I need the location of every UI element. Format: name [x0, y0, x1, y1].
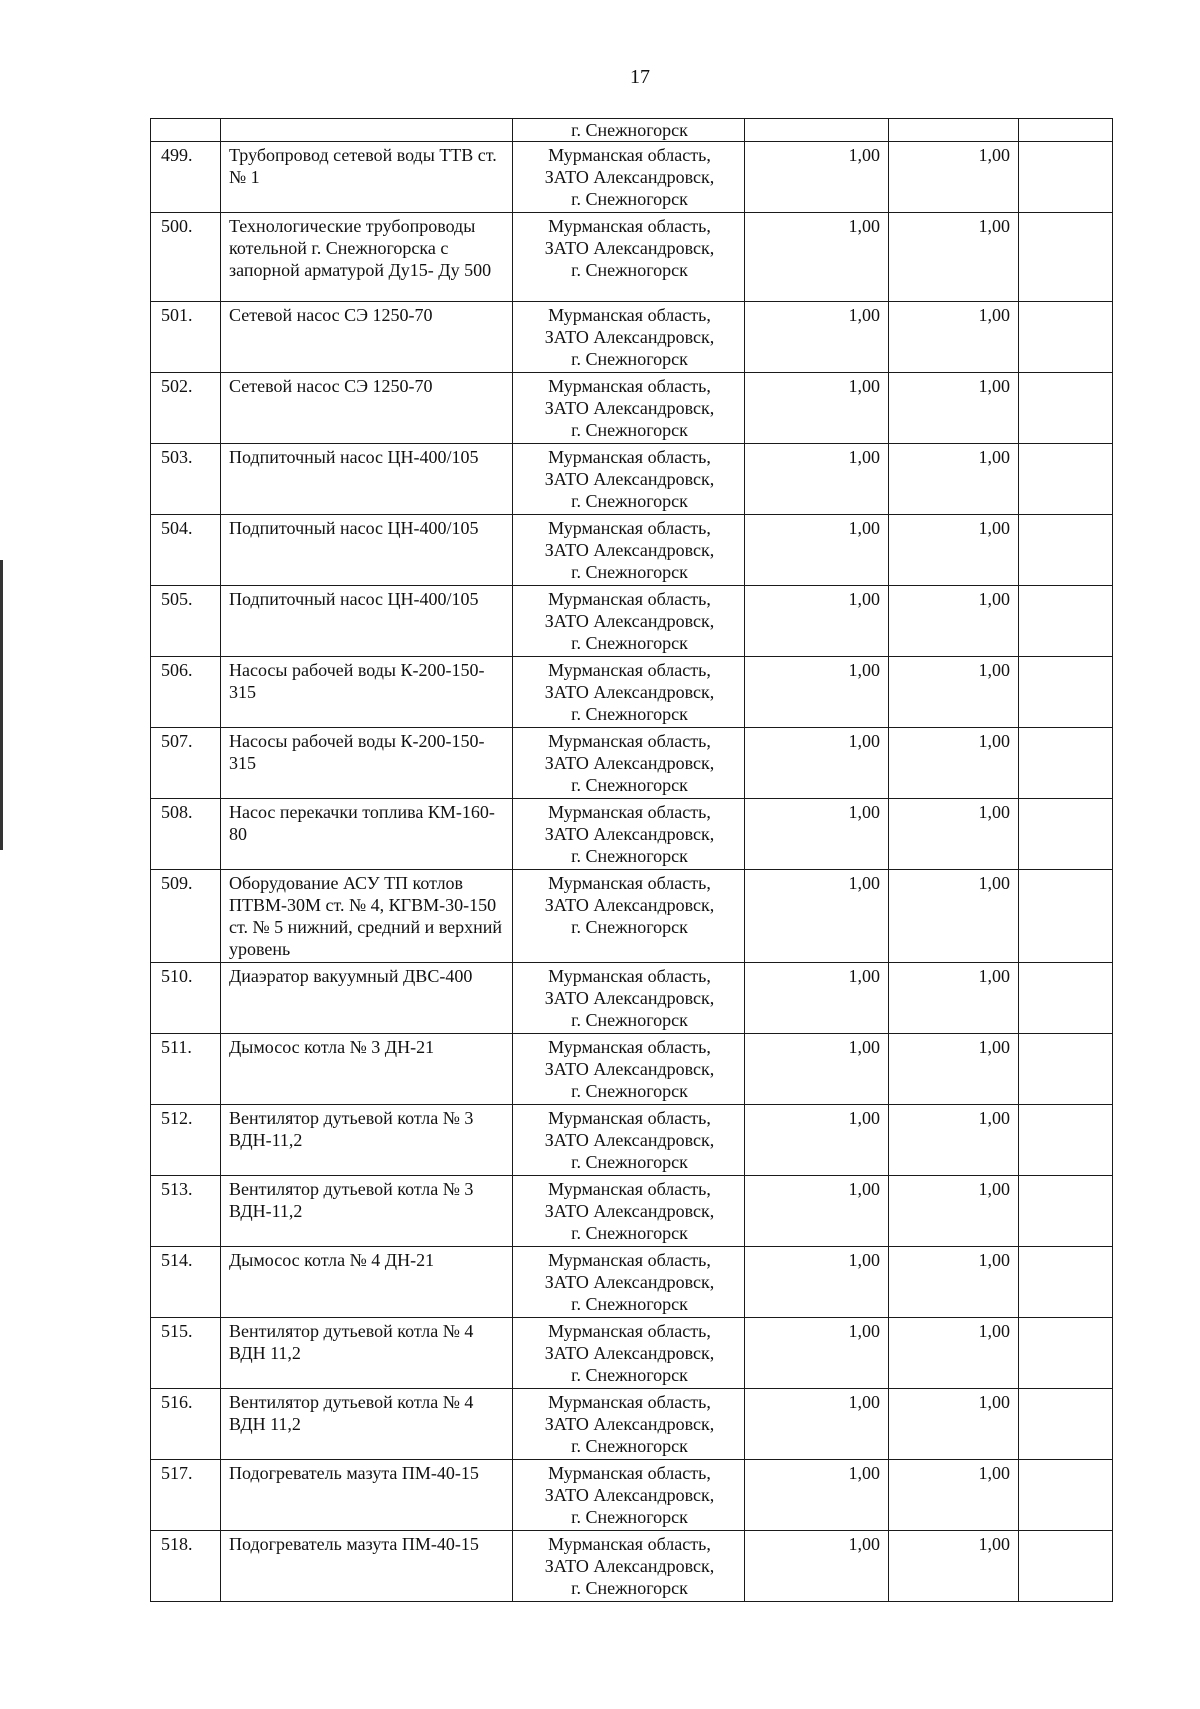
property-table: [150, 118, 1113, 1602]
address-line-1: Мурманская область,: [548, 660, 711, 680]
address-line-2: ЗАТО Александровск,: [544, 1556, 715, 1576]
value1: 1,00: [848, 216, 880, 236]
address-cell: [513, 1176, 745, 1247]
address-cell: [513, 373, 745, 444]
row-number-cell: [151, 1034, 221, 1105]
address-line-2: ЗАТО Александровск,: [544, 753, 715, 773]
address-cell: [513, 1460, 745, 1531]
object-name: Технологические трубопроводы котельной г. Снежногорска с запорной арматурой Ду15- Ду 500: [229, 216, 492, 280]
table-row: [151, 1176, 1113, 1247]
address-line-2: ЗАТО Александровск,: [544, 398, 715, 418]
address-line-3: г. Снежногорск: [571, 1507, 688, 1527]
address-cell: [513, 1318, 745, 1389]
value1: 1,00: [848, 305, 880, 325]
address-line-2: ЗАТО Александровск,: [544, 1485, 715, 1505]
object-name-cell: [221, 1318, 513, 1389]
value3-cell: [1019, 1247, 1113, 1318]
address-line-2: ЗАТО Александровск,: [544, 611, 715, 631]
address-line-1: Мурманская область,: [548, 966, 711, 986]
value2: 1,00: [978, 1321, 1010, 1341]
value2-cell: [889, 1247, 1019, 1318]
value1-cell: [745, 1318, 889, 1389]
object-name: Подогреватель мазута ПМ-40-15: [229, 1534, 479, 1554]
value2: 1,00: [978, 1392, 1010, 1412]
row-number: 512.: [161, 1108, 193, 1128]
row-number-cell: [151, 657, 221, 728]
value1-cell: [745, 302, 889, 373]
table-row: [151, 1389, 1113, 1460]
value2-cell: [889, 1176, 1019, 1247]
address-line-1: Мурманская область,: [548, 216, 711, 236]
table-row: [151, 1460, 1113, 1531]
object-name: Дымосос котла № 3 ДН-21: [229, 1037, 435, 1057]
value1-cell: [745, 373, 889, 444]
value1-cell: [745, 515, 889, 586]
address-line-1: Мурманская область,: [548, 1179, 711, 1199]
address-cell: [513, 1531, 745, 1602]
value1: 1,00: [848, 873, 880, 893]
row-number-cell: [151, 1247, 221, 1318]
value2-cell: [889, 1034, 1019, 1105]
address-line-1: Мурманская область,: [548, 802, 711, 822]
value2-cell: [889, 213, 1019, 302]
value2: 1,00: [978, 145, 1010, 165]
value1: 1,00: [848, 1037, 880, 1057]
address-line-1: Мурманская область,: [548, 518, 711, 538]
value1-cell: [745, 444, 889, 515]
value1: 1,00: [848, 518, 880, 538]
object-name-cell: [221, 1460, 513, 1531]
object-name-cell: [221, 728, 513, 799]
object-name-cell: [221, 586, 513, 657]
object-name-cell: [221, 1176, 513, 1247]
row-number-cell: [151, 515, 221, 586]
address-line-1: Мурманская область,: [548, 1534, 711, 1554]
value2: 1,00: [978, 518, 1010, 538]
object-name-cell: [221, 799, 513, 870]
row-number-cell: [151, 142, 221, 213]
table-row: [151, 963, 1113, 1034]
value2: 1,00: [978, 216, 1010, 236]
value2: 1,00: [978, 376, 1010, 396]
address-line-3: г. Снежногорск: [571, 1436, 688, 1456]
address-line-1: Мурманская область,: [548, 1392, 711, 1412]
address-line-3: г. Снежногорск: [571, 349, 688, 369]
row-number: 504.: [161, 518, 193, 538]
object-name: Вентилятор дутьевой котла № 4 ВДН 11,2: [229, 1321, 474, 1363]
continuation-name-cell: [221, 119, 513, 142]
row-number: 502.: [161, 376, 193, 396]
value2-cell: [889, 657, 1019, 728]
value1-cell: [745, 1389, 889, 1460]
address-line-3: г. Снежногорск: [571, 917, 688, 937]
value2: 1,00: [978, 447, 1010, 467]
value1-cell: [745, 142, 889, 213]
address-cell: [513, 1247, 745, 1318]
address-line-3: г. Снежногорск: [571, 846, 688, 866]
value1: 1,00: [848, 1534, 880, 1554]
row-number: 509.: [161, 873, 193, 893]
value2-cell: [889, 1460, 1019, 1531]
address-line-1: Мурманская область,: [548, 1321, 711, 1341]
row-number-cell: [151, 586, 221, 657]
row-number: 514.: [161, 1250, 193, 1270]
object-name-cell: [221, 870, 513, 963]
row-number-cell: [151, 1531, 221, 1602]
address-line-2: ЗАТО Александровск,: [544, 327, 715, 347]
value3-cell: [1019, 1531, 1113, 1602]
object-name-cell: [221, 1034, 513, 1105]
value3-cell: [1019, 799, 1113, 870]
value1-cell: [745, 1034, 889, 1105]
object-name: Трубопровод сетевой воды ТТВ ст. № 1: [229, 145, 497, 187]
value1: 1,00: [848, 1179, 880, 1199]
table-row: [151, 373, 1113, 444]
value3-cell: [1019, 586, 1113, 657]
value1: 1,00: [848, 1250, 880, 1270]
row-number: 511.: [161, 1037, 192, 1057]
value2: 1,00: [978, 589, 1010, 609]
value3-cell: [1019, 1176, 1113, 1247]
address-line-2: ЗАТО Александровск,: [544, 1059, 715, 1079]
row-number: 507.: [161, 731, 193, 751]
value2-cell: [889, 515, 1019, 586]
value3-cell: [1019, 1389, 1113, 1460]
address-line-1: Мурманская область,: [548, 376, 711, 396]
value3-cell: [1019, 657, 1113, 728]
value3-cell: [1019, 515, 1113, 586]
address-line-3: г. Снежногорск: [571, 1010, 688, 1030]
table-row: [151, 728, 1113, 799]
address-cell: [513, 302, 745, 373]
address-line-1: Мурманская область,: [548, 1463, 711, 1483]
row-number-cell: [151, 963, 221, 1034]
value3-cell: [1019, 1105, 1113, 1176]
value1-cell: [745, 1247, 889, 1318]
address-line-1: Мурманская область,: [548, 447, 711, 467]
value1: 1,00: [848, 589, 880, 609]
address-line-1: Мурманская область,: [548, 1108, 711, 1128]
value1: 1,00: [848, 1321, 880, 1341]
address-cell: [513, 728, 745, 799]
value2: 1,00: [978, 802, 1010, 822]
row-number: 513.: [161, 1179, 193, 1199]
property-table-body: [151, 119, 1113, 1602]
row-number: 500.: [161, 216, 193, 236]
value1-cell: [745, 799, 889, 870]
row-number-cell: [151, 213, 221, 302]
address-line-3: г. Снежногорск: [571, 491, 688, 511]
row-number-cell: [151, 1460, 221, 1531]
table-row: [151, 799, 1113, 870]
address-cell: [513, 1389, 745, 1460]
value1-cell: [745, 870, 889, 963]
address-line-2: ЗАТО Александровск,: [544, 238, 715, 258]
value2: 1,00: [978, 1108, 1010, 1128]
value2-cell: [889, 142, 1019, 213]
object-name-cell: [221, 142, 513, 213]
value3-cell: [1019, 444, 1113, 515]
row-number: 510.: [161, 966, 193, 986]
row-number-cell: [151, 870, 221, 963]
value2: 1,00: [978, 305, 1010, 325]
row-number: 516.: [161, 1392, 193, 1412]
continuation-value3-cell: [1019, 119, 1113, 142]
address-cell: [513, 1034, 745, 1105]
value1: 1,00: [848, 660, 880, 680]
object-name: Вентилятор дутьевой котла № 3 ВДН-11,2: [229, 1108, 474, 1150]
value1: 1,00: [848, 731, 880, 751]
address-line-3: г. Снежногорск: [571, 704, 688, 724]
continuation-address-cell: г. Снежногорск: [513, 119, 745, 142]
object-name-cell: [221, 1531, 513, 1602]
row-number-cell: [151, 444, 221, 515]
address-line-3: г. Снежногорск: [571, 1223, 688, 1243]
object-name: Подогреватель мазута ПМ-40-15: [229, 1463, 479, 1483]
value1-cell: [745, 728, 889, 799]
table-row: [151, 444, 1113, 515]
value3-cell: [1019, 1318, 1113, 1389]
table-row: [151, 1531, 1113, 1602]
row-number-cell: [151, 799, 221, 870]
address-cell: [513, 657, 745, 728]
value1: 1,00: [848, 376, 880, 396]
value1-cell: [745, 1460, 889, 1531]
address-line-3: г. Снежногорск: [571, 633, 688, 653]
value3-cell: [1019, 1034, 1113, 1105]
row-number-cell: [151, 1176, 221, 1247]
object-name-cell: [221, 657, 513, 728]
value2: 1,00: [978, 1037, 1010, 1057]
address-cell: [513, 444, 745, 515]
address-cell: [513, 142, 745, 213]
row-number-cell: [151, 728, 221, 799]
object-name: Сетевой насос СЭ 1250-70: [229, 305, 433, 325]
address-cell: [513, 515, 745, 586]
address-line-2: ЗАТО Александровск,: [544, 824, 715, 844]
value2: 1,00: [978, 873, 1010, 893]
object-name: Насосы рабочей воды К-200-150-315: [229, 731, 485, 773]
address-line-1: Мурманская область,: [548, 731, 711, 751]
row-number: 518.: [161, 1534, 193, 1554]
address-line-3: г. Снежногорск: [571, 562, 688, 582]
object-name: Оборудование АСУ ТП котлов ПТВМ-30М ст. № 4, КГВМ-30-150 ст. № 5 нижний, средний и верхний уровень: [229, 873, 502, 959]
row-number: 501.: [161, 305, 193, 325]
row-number: 515.: [161, 1321, 193, 1341]
row-number: 499.: [161, 145, 193, 165]
object-name: Подпиточный насос ЦН-400/105: [229, 518, 479, 538]
table-row: [151, 1105, 1113, 1176]
value2: 1,00: [978, 731, 1010, 751]
row-number: 503.: [161, 447, 193, 467]
object-name: Подпиточный насос ЦН-400/105: [229, 589, 479, 609]
table-row: [151, 213, 1113, 302]
value2-cell: [889, 586, 1019, 657]
continuation-value1-cell: [745, 119, 889, 142]
object-name-cell: [221, 213, 513, 302]
address-line-3: г. Снежногорск: [571, 260, 688, 280]
value2-cell: [889, 870, 1019, 963]
value2: 1,00: [978, 1250, 1010, 1270]
address-line-3: г. Снежногорск: [571, 1365, 688, 1385]
value3-cell: [1019, 302, 1113, 373]
continuation-row: [151, 119, 1113, 142]
value2-cell: [889, 1318, 1019, 1389]
value2-cell: [889, 1389, 1019, 1460]
page-number: 17: [630, 66, 650, 88]
object-name-cell: [221, 963, 513, 1034]
value3-cell: [1019, 142, 1113, 213]
value2-cell: [889, 302, 1019, 373]
value2-cell: [889, 1105, 1019, 1176]
value2-cell: [889, 728, 1019, 799]
object-name: Сетевой насос СЭ 1250-70: [229, 376, 433, 396]
value1: 1,00: [848, 1108, 880, 1128]
address-line-3: г. Снежногорск: [571, 1578, 688, 1598]
row-number: 506.: [161, 660, 193, 680]
value2-cell: [889, 1531, 1019, 1602]
row-number-cell: [151, 1105, 221, 1176]
address-cell: [513, 963, 745, 1034]
address-line-1: Мурманская область,: [548, 589, 711, 609]
value2-cell: [889, 444, 1019, 515]
object-name: Вентилятор дутьевой котла № 3 ВДН-11,2: [229, 1179, 474, 1221]
value2: 1,00: [978, 1534, 1010, 1554]
value3-cell: [1019, 373, 1113, 444]
value2: 1,00: [978, 1463, 1010, 1483]
address-line-3: г. Снежногорск: [571, 1152, 688, 1172]
address-line-2: ЗАТО Александровск,: [544, 469, 715, 489]
value3-cell: [1019, 1460, 1113, 1531]
object-name-cell: [221, 1247, 513, 1318]
address-cell: [513, 870, 745, 963]
object-name: Подпиточный насос ЦН-400/105: [229, 447, 479, 467]
object-name-cell: [221, 1389, 513, 1460]
object-name-cell: [221, 302, 513, 373]
object-name: Дымосос котла № 4 ДН-21: [229, 1250, 435, 1270]
row-number: 505.: [161, 589, 193, 609]
value3-cell: [1019, 870, 1113, 963]
address-cell: [513, 1105, 745, 1176]
value2-cell: [889, 799, 1019, 870]
table-row: [151, 515, 1113, 586]
address-line-1: Мурманская область,: [548, 305, 711, 325]
table-row: [151, 1034, 1113, 1105]
address-line-1: Мурманская область,: [548, 1250, 711, 1270]
address-line-2: ЗАТО Александровск,: [544, 540, 715, 560]
address-line-2: ЗАТО Александровск,: [544, 988, 715, 1008]
table-row: [151, 302, 1113, 373]
value1-cell: [745, 586, 889, 657]
object-name-cell: [221, 515, 513, 586]
address-line-3: г. Снежногорск: [571, 1294, 688, 1314]
address-line-2: ЗАТО Александровск,: [544, 895, 715, 915]
continuation-num-cell: [151, 119, 221, 142]
value1: 1,00: [848, 447, 880, 467]
value3-cell: [1019, 213, 1113, 302]
address-line-1: Мурманская область,: [548, 1037, 711, 1057]
address-line-3: г. Снежногорск: [571, 420, 688, 440]
object-name: Насосы рабочей воды К-200-150-315: [229, 660, 485, 702]
object-name-cell: [221, 373, 513, 444]
value2: 1,00: [978, 660, 1010, 680]
address-line-1: Мурманская область,: [548, 873, 711, 893]
value1: 1,00: [848, 1463, 880, 1483]
address-line-2: ЗАТО Александровск,: [544, 1201, 715, 1221]
table-row: [151, 870, 1113, 963]
continuation-value2-cell: [889, 119, 1019, 142]
value1-cell: [745, 213, 889, 302]
table-row: [151, 586, 1113, 657]
row-number-cell: [151, 373, 221, 444]
row-number-cell: [151, 302, 221, 373]
value2: 1,00: [978, 966, 1010, 986]
table-row: [151, 1247, 1113, 1318]
address-line-2: ЗАТО Александровск,: [544, 1272, 715, 1292]
address-cell: [513, 586, 745, 657]
scan-edge-mark: [0, 560, 3, 850]
row-number: 508.: [161, 802, 193, 822]
address-line-3: г. Снежногорск: [571, 1081, 688, 1101]
address-line-2: ЗАТО Александровск,: [544, 1130, 715, 1150]
value1-cell: [745, 963, 889, 1034]
address-line-2: ЗАТО Александровск,: [544, 1414, 715, 1434]
value1-cell: [745, 1531, 889, 1602]
address-line-2: ЗАТО Александровск,: [544, 167, 715, 187]
value3-cell: [1019, 963, 1113, 1034]
value1: 1,00: [848, 145, 880, 165]
address-line-2: ЗАТО Александровск,: [544, 682, 715, 702]
value1-cell: [745, 657, 889, 728]
value1-cell: [745, 1176, 889, 1247]
object-name: Насос перекачки топлива КМ-160-80: [229, 802, 495, 844]
table-row: [151, 142, 1113, 213]
object-name-cell: [221, 444, 513, 515]
address-line-1: Мурманская область,: [548, 145, 711, 165]
address-cell: [513, 213, 745, 302]
value2-cell: [889, 963, 1019, 1034]
object-name: Диаэратор вакуумный ДВС-400: [229, 966, 473, 986]
table-row: [151, 657, 1113, 728]
address-cell: [513, 799, 745, 870]
row-number-cell: [151, 1389, 221, 1460]
value2-cell: [889, 373, 1019, 444]
value1-cell: [745, 1105, 889, 1176]
value1: 1,00: [848, 1392, 880, 1412]
value1: 1,00: [848, 802, 880, 822]
row-number: 517.: [161, 1463, 193, 1483]
value2: 1,00: [978, 1179, 1010, 1199]
row-number-cell: [151, 1318, 221, 1389]
table-row: [151, 1318, 1113, 1389]
object-name: Вентилятор дутьевой котла № 4 ВДН 11,2: [229, 1392, 474, 1434]
address-line-2: ЗАТО Александровск,: [544, 1343, 715, 1363]
value3-cell: [1019, 728, 1113, 799]
object-name-cell: [221, 1105, 513, 1176]
address-line-3: г. Снежногорск: [571, 189, 688, 209]
value1: 1,00: [848, 966, 880, 986]
address-line-3: г. Снежногорск: [571, 775, 688, 795]
